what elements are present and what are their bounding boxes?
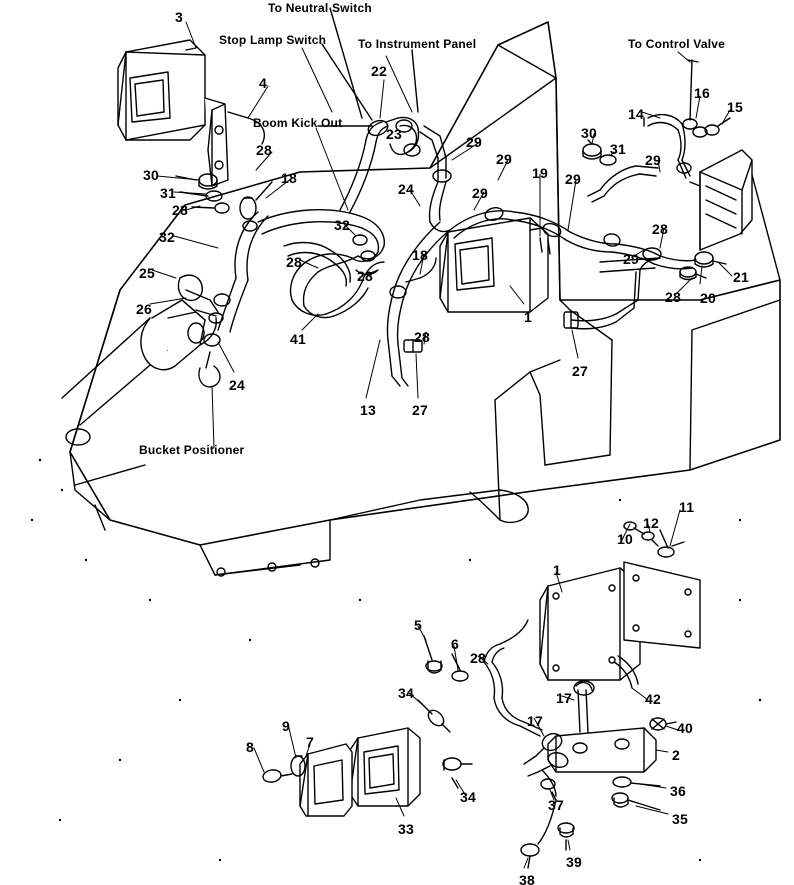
callout-bucket-positioner: Bucket Positioner — [139, 443, 245, 457]
part-number-3: 3 — [175, 9, 183, 25]
part-number-24-b: 24 — [229, 377, 245, 393]
part-number-35: 35 — [672, 811, 688, 827]
callout-stop-lamp-switch: Stop Lamp Switch — [219, 33, 327, 47]
part-number-23: 23 — [386, 126, 402, 142]
part-number-28-h: 28 — [470, 650, 486, 666]
part-number-29-a: 29 — [466, 134, 482, 150]
callout-boom-kick-out: Boom Kick Out — [253, 116, 343, 130]
part-number-24-a: 24 — [398, 181, 414, 197]
part-number-40: 40 — [677, 720, 693, 736]
part-number-17-b: 17 — [527, 713, 543, 729]
part-number-10: 10 — [617, 531, 633, 547]
part-number-2: 2 — [672, 747, 680, 763]
part-number-28-b: 28 — [172, 202, 188, 218]
part-number-26: 26 — [136, 301, 152, 317]
part-number-27-b: 27 — [412, 402, 428, 418]
part-number-8: 8 — [246, 739, 254, 755]
part-number-41: 41 — [290, 331, 306, 347]
part-number-28-g: 28 — [414, 329, 430, 345]
part-number-32-a: 32 — [334, 217, 350, 233]
part-number-4: 4 — [259, 75, 267, 91]
part-number-5: 5 — [414, 617, 422, 633]
part-number-18-a: 18 — [281, 170, 297, 186]
part-number-20: 20 — [700, 290, 716, 306]
part-number-29-c: 29 — [645, 152, 661, 168]
part-number-25: 25 — [139, 265, 155, 281]
part-number-22: 22 — [371, 63, 387, 79]
part-number-1-upper: 1 — [524, 309, 532, 325]
part-number-14: 14 — [628, 106, 644, 122]
part-number-31-a: 31 — [610, 141, 626, 157]
part-number-29-e: 29 — [472, 185, 488, 201]
part-number-1-lower: 1 — [553, 562, 561, 578]
part-number-33: 33 — [398, 821, 414, 837]
part-number-42: 42 — [645, 691, 661, 707]
callout-to-instrument-panel: To Instrument Panel — [358, 37, 477, 51]
part-number-36: 36 — [670, 783, 686, 799]
part-number-29-b: 29 — [496, 151, 512, 167]
part-number-30-b: 30 — [143, 167, 159, 183]
part-number-28-d: 28 — [286, 254, 302, 270]
part-number-28-f: 28 — [665, 289, 681, 305]
callout-to-neutral-switch: To Neutral Switch — [268, 1, 372, 15]
part-number-19: 19 — [532, 165, 548, 181]
part-number-13: 13 — [360, 402, 376, 418]
part-number-32-b: 32 — [159, 229, 175, 245]
part-number-15: 15 — [727, 99, 743, 115]
part-number-38: 38 — [519, 872, 535, 885]
part-number-29-f: 29 — [623, 251, 639, 267]
part-number-6: 6 — [451, 636, 459, 652]
part-number-21: 21 — [733, 269, 749, 285]
part-number-34-b: 34 — [460, 789, 476, 805]
part-number-27-a: 27 — [572, 363, 588, 379]
part-number-39: 39 — [566, 854, 582, 870]
callout-to-control-valve: To Control Valve — [628, 37, 725, 51]
part-number-28-a: 28 — [256, 142, 272, 158]
part-number-28-e: 28 — [357, 268, 373, 284]
part-number-29-d: 29 — [565, 171, 581, 187]
part-number-28-c: 28 — [652, 221, 668, 237]
part-number-12: 12 — [643, 515, 659, 531]
part-number-11: 11 — [679, 499, 695, 515]
part-number-37: 37 — [548, 797, 564, 813]
part-number-18-b: 18 — [412, 247, 428, 263]
part-number-9: 9 — [282, 718, 290, 734]
part-number-17-a: 17 — [556, 690, 572, 706]
part-number-31-b: 31 — [160, 185, 176, 201]
part-number-16: 16 — [694, 85, 710, 101]
part-number-34-a: 34 — [398, 685, 414, 701]
part-number-7: 7 — [306, 734, 314, 750]
part-number-30-a: 30 — [581, 125, 597, 141]
